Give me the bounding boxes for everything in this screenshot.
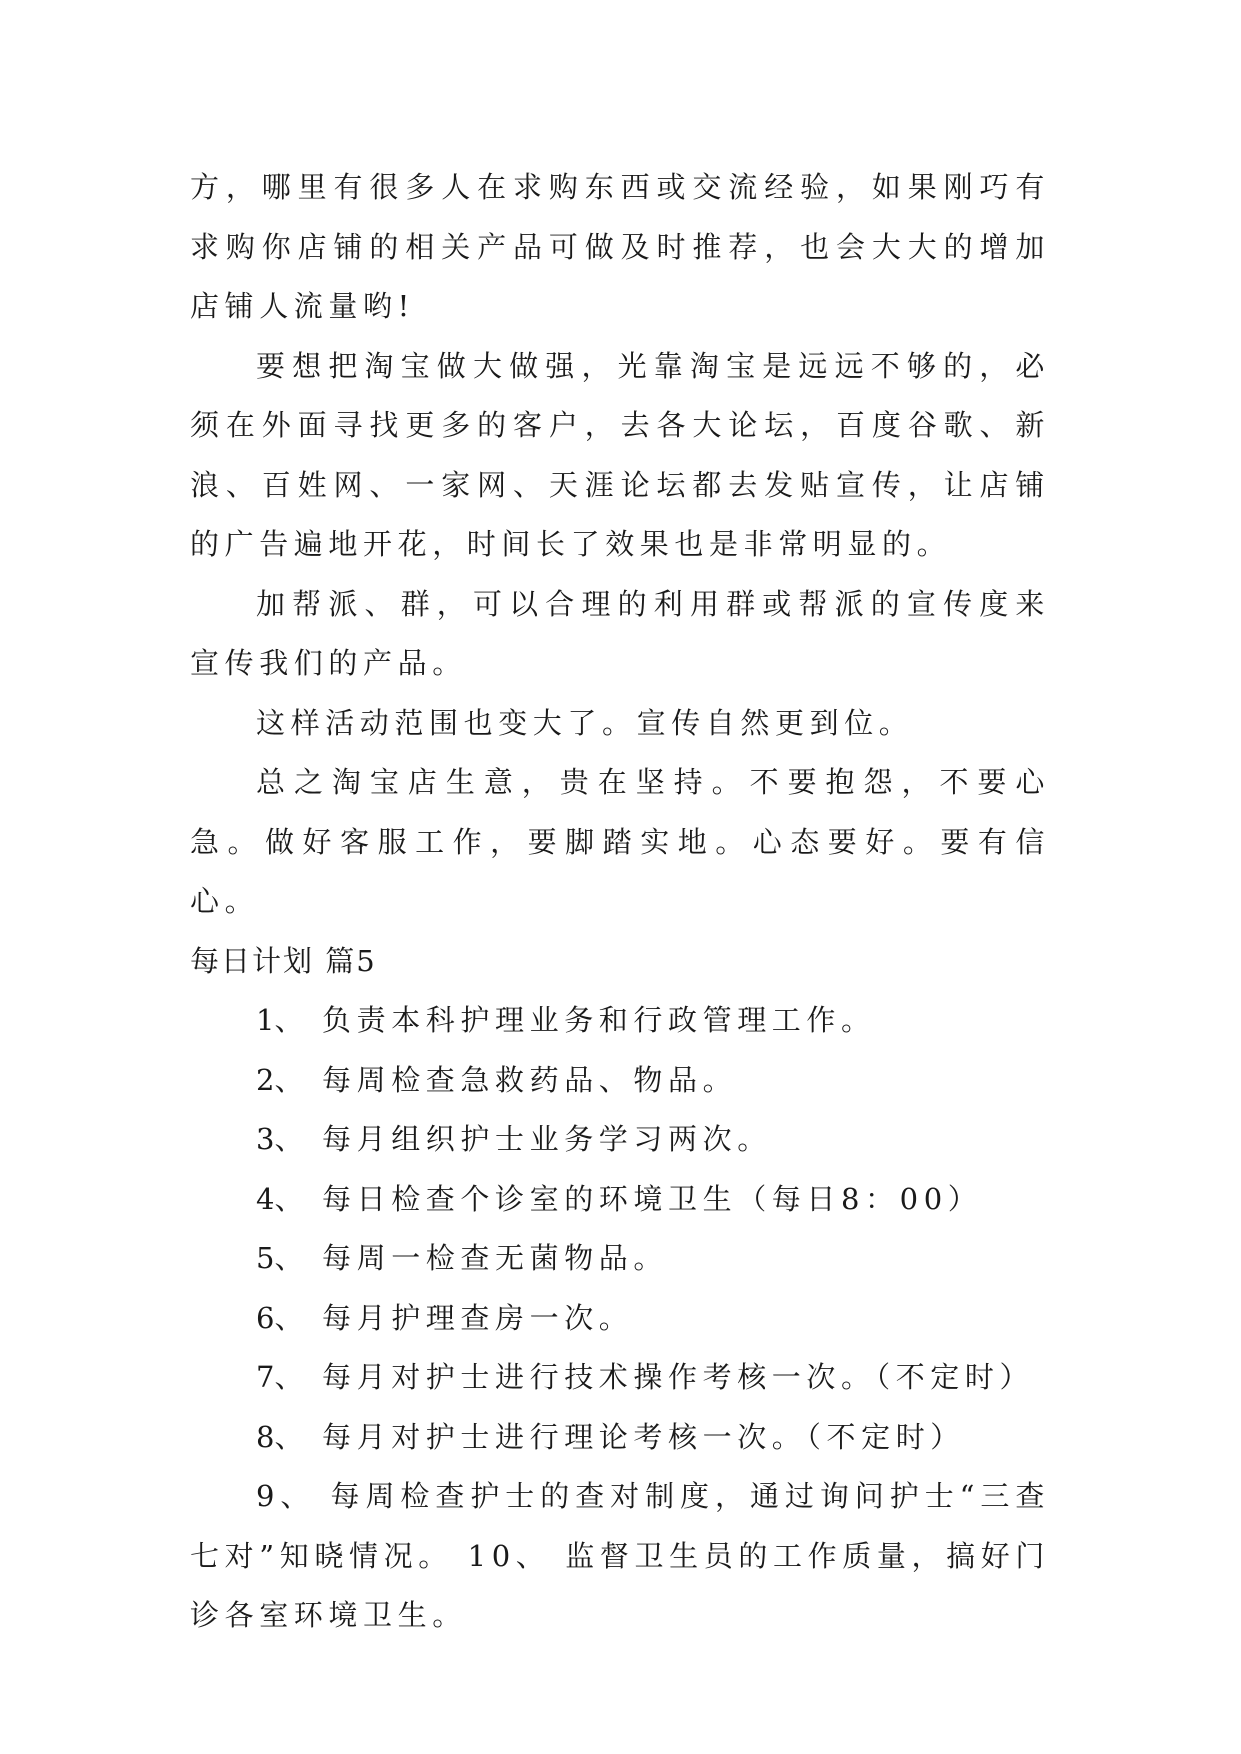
- paragraph-external-promotion: 要想把淘宝做大做强，光靠淘宝是远远不够的，必须在外面寻找更多的客户，去各大论坛，百度谷歌、新浪、百姓网、一家网、天涯论坛都去发贴宣传，让店铺的广告遍地开花，时间长了效果也是非常明显的。: [190, 348, 1050, 561]
- list-item-number: 8、: [256, 1419, 304, 1454]
- list-item-number: 5、: [256, 1241, 304, 1275]
- list-item-number: 7、: [256, 1360, 304, 1394]
- list-item: [190, 1408, 1050, 1468]
- list-item-final: 9、 每周检查护士的查对制度，通过询问护士“三查七对”知晓情况。 10、 监督卫生员的工作质量，搞好门诊各室环境卫生。: [190, 1479, 1050, 1632]
- list-item-text: 每月组织护士业务学习两次。: [322, 1122, 772, 1156]
- paragraph-activity-range: 这样活动范围也变大了。宣传自然更到位。: [256, 705, 914, 740]
- document-body: [190, 158, 1050, 1646]
- list-item-text: 每月对护士进行理论考核一次。（不定时）: [322, 1419, 965, 1454]
- list-item-number: 6、: [256, 1300, 304, 1335]
- list-item-text: 每周一检查无菌物品。: [322, 1241, 669, 1275]
- list-item: [190, 1051, 1050, 1111]
- list-item: [190, 1289, 1050, 1349]
- list-item-number: 2、: [256, 1062, 304, 1097]
- list-item: [190, 1348, 1050, 1408]
- section-heading: 每日计划 篇5: [190, 943, 377, 978]
- list-item: [190, 1229, 1050, 1289]
- paragraph-groups: 加帮派、群，可以合理的利用群或帮派的宣传度来宣传我们的产品。: [190, 586, 1050, 680]
- list-item-text: 每日检查个诊室的环境卫生（每日8：00）: [322, 1181, 983, 1216]
- list-item: [190, 1170, 1050, 1230]
- plan-list: [190, 991, 1050, 1646]
- list-item-number: 3、: [256, 1122, 304, 1156]
- paragraph-forum-promotion-end: 方，哪里有很多人在求购东西或交流经验，如果刚巧有求购你店铺的相关产品可做及时推荐，也会大大的增加店铺人流量哟!: [190, 170, 1050, 323]
- list-item: [190, 1110, 1050, 1170]
- paragraph-conclusion: 总之淘宝店生意，贵在坚持。不要抱怨，不要心急。做好客服工作，要脚踏实地。心态要好。要有信心。: [190, 765, 1050, 918]
- list-item-number: 4、: [256, 1181, 304, 1216]
- list-item-text: 每月对护士进行技术操作考核一次。（不定时）: [322, 1360, 1035, 1394]
- list-item-text: 每月护理查房一次。: [322, 1300, 634, 1335]
- list-item-text: 每周检查急救药品、物品。: [322, 1062, 738, 1097]
- list-item-text: 负责本科护理业务和行政管理工作。: [322, 1003, 876, 1037]
- list-item-number: 1、: [256, 1003, 304, 1037]
- list-item: [190, 991, 1050, 1051]
